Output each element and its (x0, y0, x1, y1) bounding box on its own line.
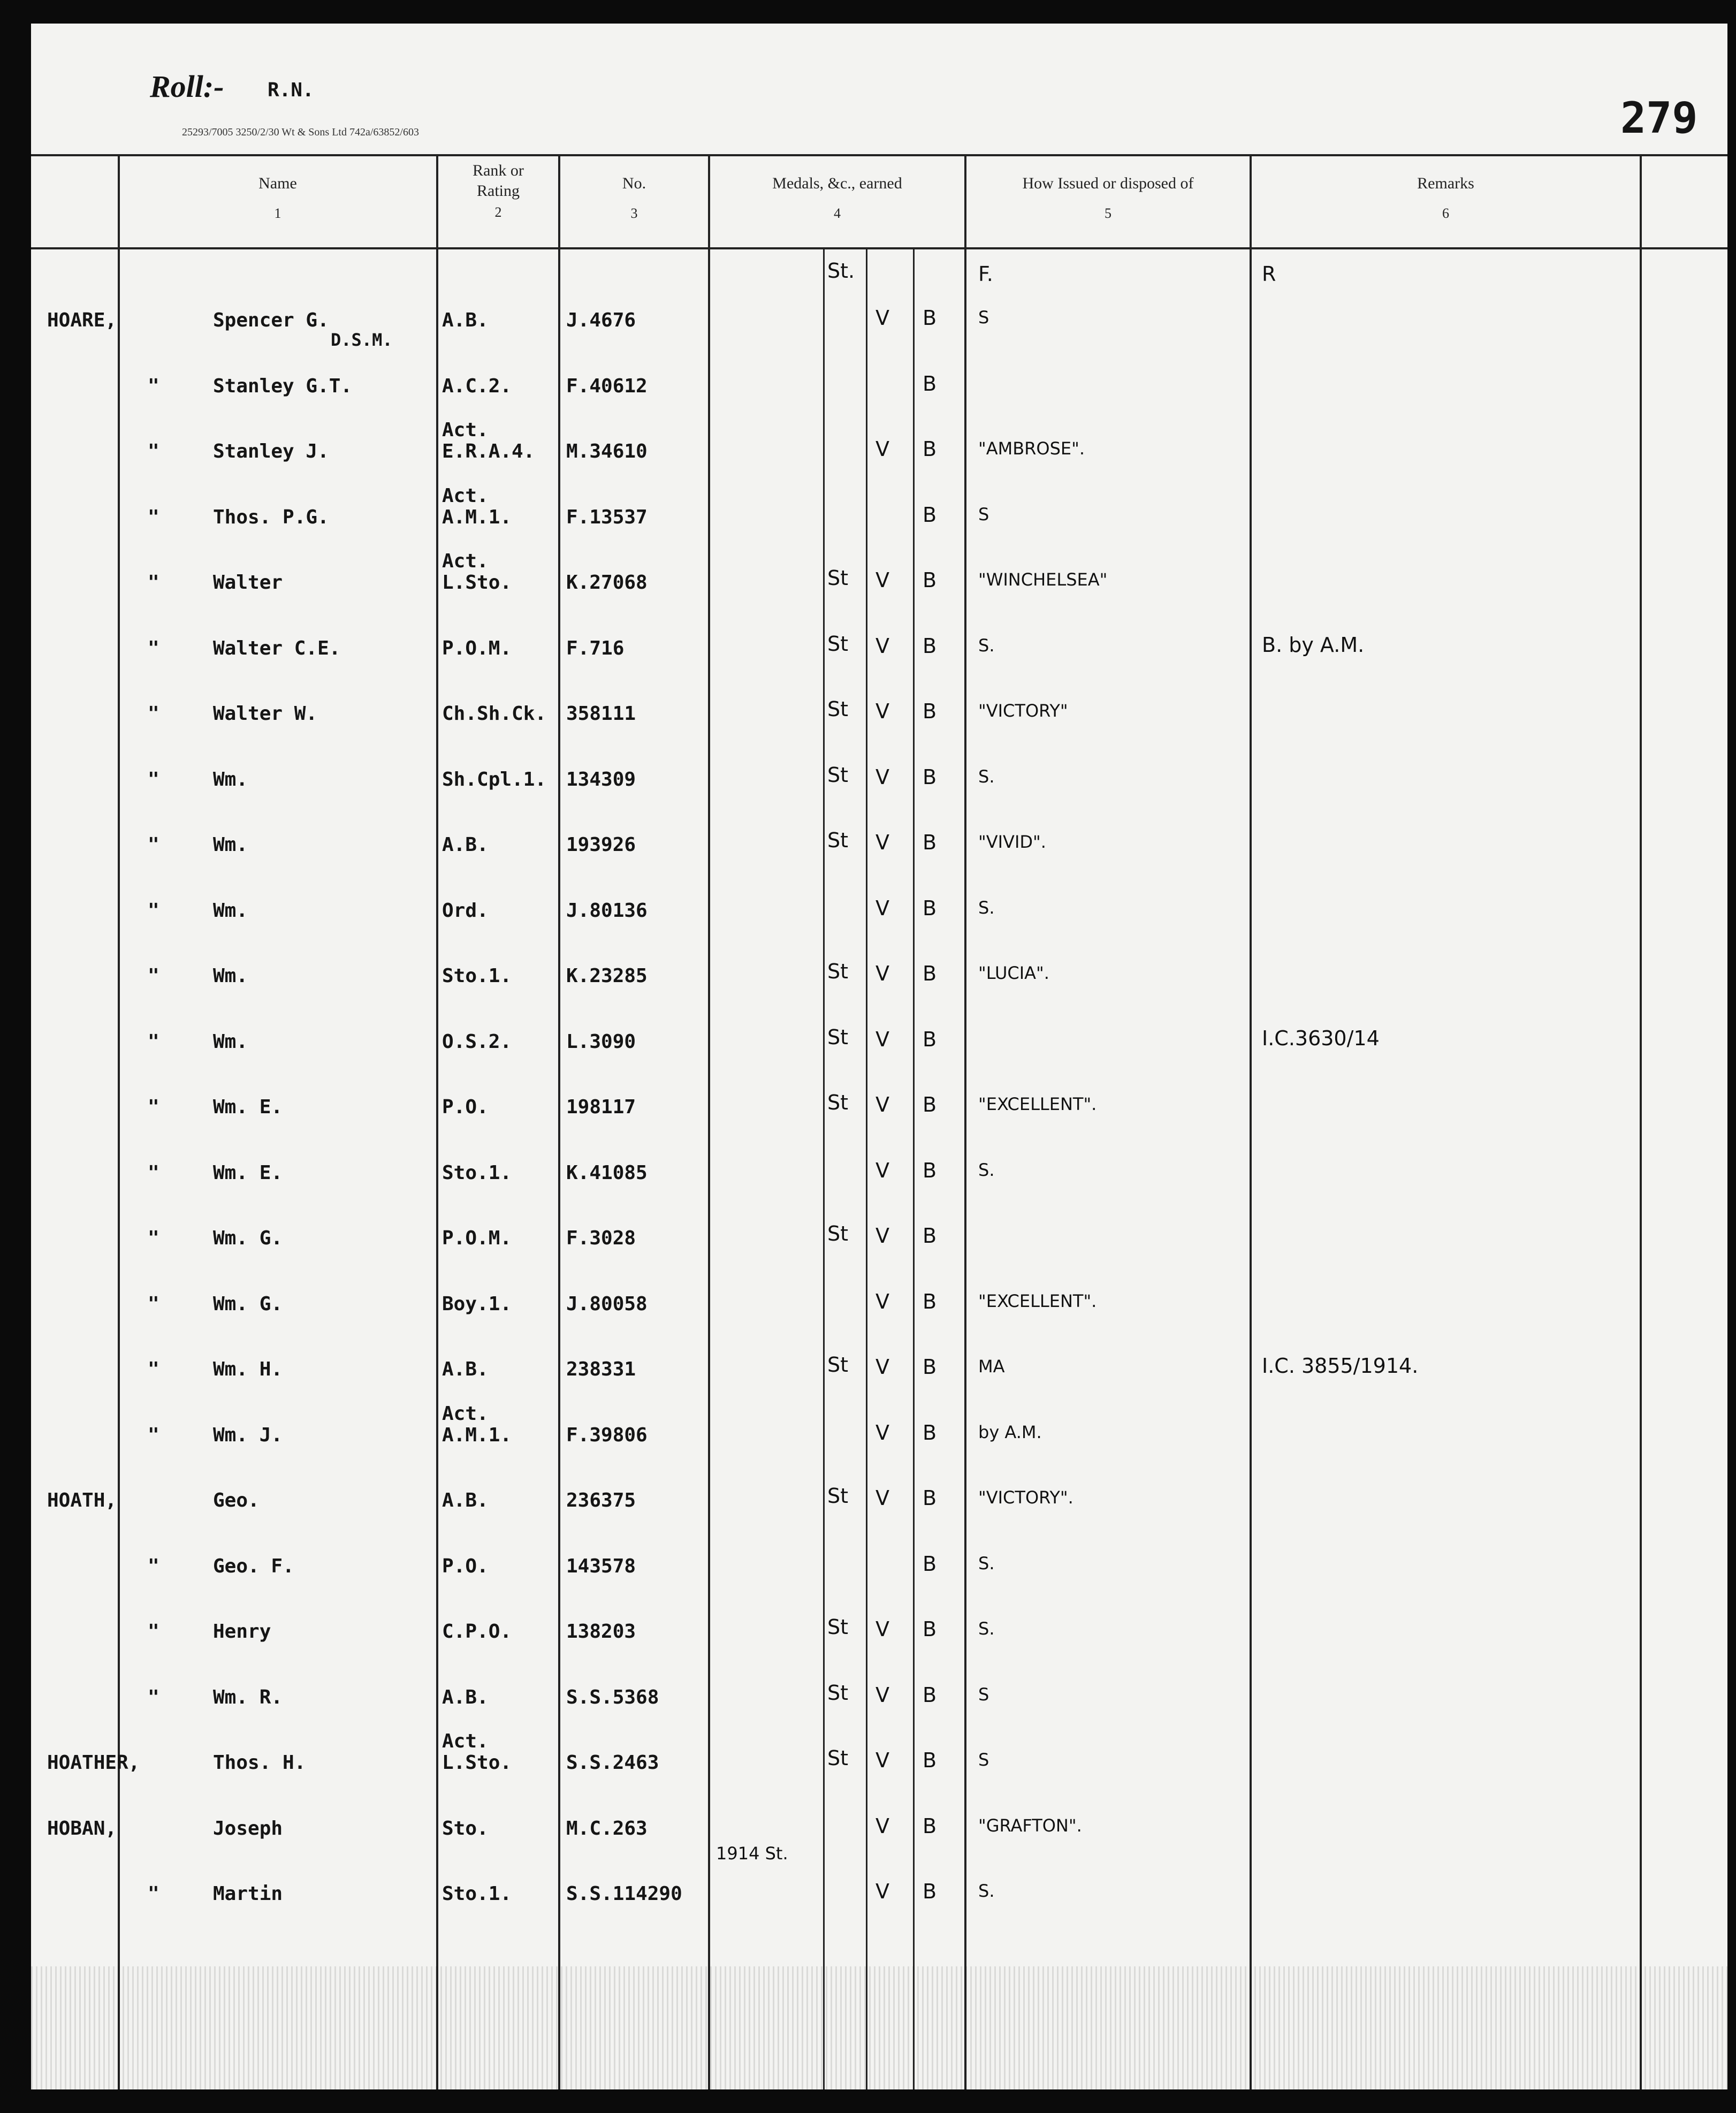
rank: Ch.Sh.Ck. (442, 703, 547, 725)
rank-prefix: Act. (442, 550, 489, 572)
col-header-number: No. 3 (622, 174, 646, 221)
surname: HOATHER, (47, 1752, 140, 1774)
victory-medal: V (875, 831, 889, 854)
forename: Thos. H. (213, 1752, 306, 1774)
service-number: 134309 (566, 768, 636, 791)
surname: " (148, 965, 159, 987)
service-number: 358111 (566, 703, 636, 725)
service-number: F.3028 (566, 1227, 636, 1249)
surname: " (148, 1883, 159, 1905)
british-medal: B (923, 503, 937, 527)
forename: Wm. R. (213, 1686, 283, 1708)
british-medal: B (923, 1683, 937, 1707)
surname: " (148, 834, 159, 856)
col-header-issued: How Issued or disposed of 5 (1022, 174, 1194, 221)
service-number: K.23285 (566, 965, 648, 987)
service-number: 143578 (566, 1555, 636, 1577)
surname: " (148, 1555, 159, 1577)
victory-medal: V (875, 962, 889, 985)
service-number: M.34610 (566, 440, 648, 462)
british-medal: B (923, 1552, 937, 1576)
service-number: 238331 (566, 1358, 636, 1380)
service-number: L.3090 (566, 1030, 636, 1053)
rank: Sh.Cpl.1. (442, 768, 547, 791)
victory-medal: V (875, 437, 889, 461)
issued-note: S. (978, 897, 995, 918)
victory-medal: V (875, 1814, 889, 1838)
surname: " (148, 899, 159, 922)
col-header-name: Name 1 (258, 174, 297, 221)
issued-note: S. (978, 1881, 995, 1901)
forename: Joseph (213, 1817, 283, 1840)
star-medal: St (827, 1091, 849, 1114)
service-number: J.80136 (566, 899, 648, 922)
unit-label: R.N. (268, 79, 314, 101)
issued-note: "AMBROSE". (978, 438, 1085, 459)
col-header-remarks: Remarks 6 (1417, 174, 1474, 221)
rank: Boy.1. (442, 1293, 512, 1315)
victory-medal: V (875, 1486, 889, 1510)
header-bottom-rule (31, 247, 1727, 249)
forename: Wm. (213, 965, 248, 987)
british-medal: B (923, 1880, 937, 1903)
issued-note: "WINCHELSEA" (978, 569, 1108, 590)
victory-medal: V (875, 1880, 889, 1903)
issued-note: "LUCIA". (978, 963, 1049, 983)
rank: L.Sto. (442, 572, 512, 594)
roll-page (31, 24, 1727, 2089)
issued-note: S (978, 1750, 989, 1770)
british-medal: B (923, 1355, 937, 1379)
victory-medal: V (875, 1093, 889, 1116)
extra-medal: 1914 St. (716, 1843, 788, 1864)
forename: Wm. G. (213, 1227, 283, 1249)
issued-note: S. (978, 635, 995, 656)
forename: Wm. (213, 899, 248, 922)
star-medal: St (827, 1222, 849, 1245)
col-header-rank: Rank or Rating 2 (473, 162, 524, 220)
british-medal: B (923, 1224, 937, 1248)
star-medal: St (827, 1681, 849, 1705)
british-medal: B (923, 1289, 937, 1313)
victory-medal: V (875, 568, 889, 592)
victory-medal: V (875, 896, 889, 920)
surname: " (148, 1096, 159, 1118)
rank: A.B. (442, 1358, 489, 1380)
rank: A.B. (442, 309, 489, 331)
british-medal: B (923, 831, 937, 854)
rank: P.O.M. (442, 1227, 512, 1249)
service-number: F.39806 (566, 1424, 648, 1446)
surname: " (148, 506, 159, 528)
service-number: S.S.5368 (566, 1686, 659, 1708)
forename: Stanley J. (213, 440, 329, 462)
issued-note: "VIVID". (978, 832, 1046, 852)
british-medal: B (923, 765, 937, 789)
service-number: J.4676 (566, 309, 636, 331)
surname: " (148, 440, 159, 462)
surname: " (148, 1227, 159, 1249)
forename: Spencer G. (213, 309, 329, 331)
forename: Walter W. (213, 703, 318, 725)
surname: " (148, 1686, 159, 1708)
british-medal: B (923, 1617, 937, 1641)
victory-medal: V (875, 1158, 889, 1182)
star-medal: St (827, 1615, 849, 1639)
issued-note: S. (978, 1159, 995, 1180)
star-medal: St (827, 632, 849, 656)
star-medal: St (827, 1746, 849, 1770)
rank: L.Sto. (442, 1752, 512, 1774)
service-number: F.716 (566, 637, 625, 659)
forename: Wm. (213, 768, 248, 791)
forename: Henry (213, 1621, 271, 1643)
surname: " (148, 1293, 159, 1315)
column-rule (964, 156, 966, 2089)
surname: " (148, 768, 159, 791)
forename: Wm. J. (213, 1424, 283, 1446)
rank: Ord. (442, 899, 489, 922)
page-wear (31, 1966, 1727, 2089)
surname: " (148, 375, 159, 397)
rank: P.O. (442, 1555, 489, 1577)
service-number: 193926 (566, 834, 636, 856)
rank: A.B. (442, 1489, 489, 1511)
top-remarks-mark: R (1262, 262, 1276, 286)
rank: Sto. (442, 1817, 489, 1840)
rank: O.S.2. (442, 1030, 512, 1053)
award: D.S.M. (331, 330, 393, 350)
british-medal: B (923, 1027, 937, 1051)
forename: Martin (213, 1883, 283, 1905)
rank: A.M.1. (442, 506, 512, 528)
rank: Sto.1. (442, 1161, 512, 1184)
service-number: 138203 (566, 1621, 636, 1643)
surname: " (148, 1161, 159, 1184)
issued-note: "EXCELLENT". (978, 1290, 1097, 1311)
top-issued-mark: F. (978, 262, 993, 286)
british-medal: B (923, 1814, 937, 1838)
forename: Stanley G.T. (213, 375, 353, 397)
service-number: K.41085 (566, 1161, 648, 1184)
surname: " (148, 1030, 159, 1053)
service-number: K.27068 (566, 572, 648, 594)
rank-prefix: Act. (442, 419, 489, 441)
star-medal: St (827, 697, 849, 721)
issued-note: "GRAFTON". (978, 1815, 1082, 1836)
victory-medal: V (875, 306, 889, 330)
remarks-note: B. by A.M. (1262, 633, 1365, 657)
surname: " (148, 1621, 159, 1643)
surname: " (148, 637, 159, 659)
column-rule (558, 156, 560, 2089)
rank: A.M.1. (442, 1424, 512, 1446)
british-medal: B (923, 896, 937, 920)
british-medal: B (923, 1749, 937, 1772)
rank: Sto.1. (442, 1883, 512, 1905)
column-rule (1250, 156, 1252, 2089)
rank: P.O.M. (442, 637, 512, 659)
rank: C.P.O. (442, 1621, 512, 1643)
forename: Geo. F. (213, 1555, 294, 1577)
surname: " (148, 703, 159, 725)
forename: Wm. H. (213, 1358, 283, 1380)
rank: E.R.A.4. (442, 440, 535, 462)
issued-note: "EXCELLENT". (978, 1094, 1097, 1114)
british-medal: B (923, 1158, 937, 1182)
forename: Geo. (213, 1489, 260, 1511)
british-medal: B (923, 437, 937, 461)
issued-note: MA (978, 1356, 1005, 1377)
british-medal: B (923, 1486, 937, 1510)
british-medal: B (923, 306, 937, 330)
issued-note: S. (978, 1553, 995, 1574)
star-medal: St (827, 960, 849, 983)
british-medal: B (923, 568, 937, 592)
remarks-note: I.C. 3855/1914. (1262, 1354, 1419, 1378)
forename: Walter C.E. (213, 637, 341, 659)
col-header-medals: Medals, &c., earned 4 (772, 174, 902, 221)
rank-prefix: Act. (442, 484, 489, 507)
header-top-rule (31, 154, 1727, 156)
service-number: F.40612 (566, 375, 648, 397)
column-rule (708, 156, 710, 2089)
column-rule (1640, 156, 1642, 2089)
service-number: S.S.2463 (566, 1752, 659, 1774)
british-medal: B (923, 371, 937, 396)
victory-medal: V (875, 1355, 889, 1379)
star-medal: St (827, 1353, 849, 1377)
service-number: F.13537 (566, 506, 648, 528)
victory-medal: V (875, 1749, 889, 1772)
issued-note: S (978, 307, 989, 328)
victory-medal: V (875, 1289, 889, 1313)
victory-medal: V (875, 700, 889, 723)
rank: P.O. (442, 1096, 489, 1118)
medal-sub-rule (823, 248, 825, 2089)
british-medal: B (923, 1093, 937, 1116)
victory-medal: V (875, 1683, 889, 1707)
forename: Thos. P.G. (213, 506, 329, 528)
british-medal: B (923, 700, 937, 723)
medal-sub-rule (913, 248, 915, 2089)
rank: A.B. (442, 834, 489, 856)
service-number: 236375 (566, 1489, 636, 1511)
rank: Sto.1. (442, 965, 512, 987)
star-medal: St (827, 566, 849, 590)
service-number: J.80058 (566, 1293, 648, 1315)
star-medal: St (827, 763, 849, 787)
column-rule (118, 156, 120, 2089)
issued-note: S (978, 1684, 989, 1705)
issued-note: "VICTORY" (978, 701, 1068, 721)
print-reference: 25293/7005 3250/2/30 Wt & Sons Ltd 742a/63852/603 (182, 126, 419, 138)
column-rule (436, 156, 438, 2089)
rank-prefix: Act. (442, 1730, 489, 1752)
victory-medal: V (875, 1027, 889, 1051)
british-medal: B (923, 962, 937, 985)
surname: HOBAN, (47, 1817, 117, 1840)
issued-note: by A.M. (978, 1422, 1042, 1442)
forename: Wm. E. (213, 1096, 283, 1118)
forename: Wm. (213, 834, 248, 856)
surname: " (148, 1424, 159, 1446)
surname: " (148, 572, 159, 594)
issued-note: S (978, 504, 989, 525)
issued-note: "VICTORY". (978, 1487, 1073, 1508)
issued-note: S. (978, 1618, 995, 1639)
forename: Wm. E. (213, 1161, 283, 1184)
british-medal: B (923, 1420, 937, 1445)
british-medal: B (923, 634, 937, 658)
issued-note: S. (978, 766, 995, 787)
victory-medal: V (875, 1224, 889, 1248)
star-medal: St (827, 829, 849, 852)
roll-label: Roll:- (150, 69, 224, 104)
remarks-note: I.C.3630/14 (1262, 1026, 1380, 1050)
victory-medal: V (875, 1617, 889, 1641)
rank: A.C.2. (442, 375, 512, 397)
service-number: S.S.114290 (566, 1883, 682, 1905)
medal-sub-rule (866, 248, 867, 2089)
forename: Wm. (213, 1030, 248, 1053)
rank-prefix: Act. (442, 1402, 489, 1425)
surname: HOATH, (47, 1489, 117, 1511)
forename: Wm. G. (213, 1293, 283, 1315)
surname: " (148, 1358, 159, 1380)
forename: Walter (213, 572, 283, 594)
service-number: 198117 (566, 1096, 636, 1118)
star-medal: St (827, 1025, 849, 1049)
victory-medal: V (875, 765, 889, 789)
page-number: 279 (1620, 93, 1698, 143)
service-number: M.C.263 (566, 1817, 648, 1840)
victory-medal: V (875, 1420, 889, 1445)
surname: HOARE, (47, 309, 117, 331)
rank: A.B. (442, 1686, 489, 1708)
top-star-mark: St. (827, 259, 855, 283)
star-medal: St (827, 1484, 849, 1508)
victory-medal: V (875, 634, 889, 658)
